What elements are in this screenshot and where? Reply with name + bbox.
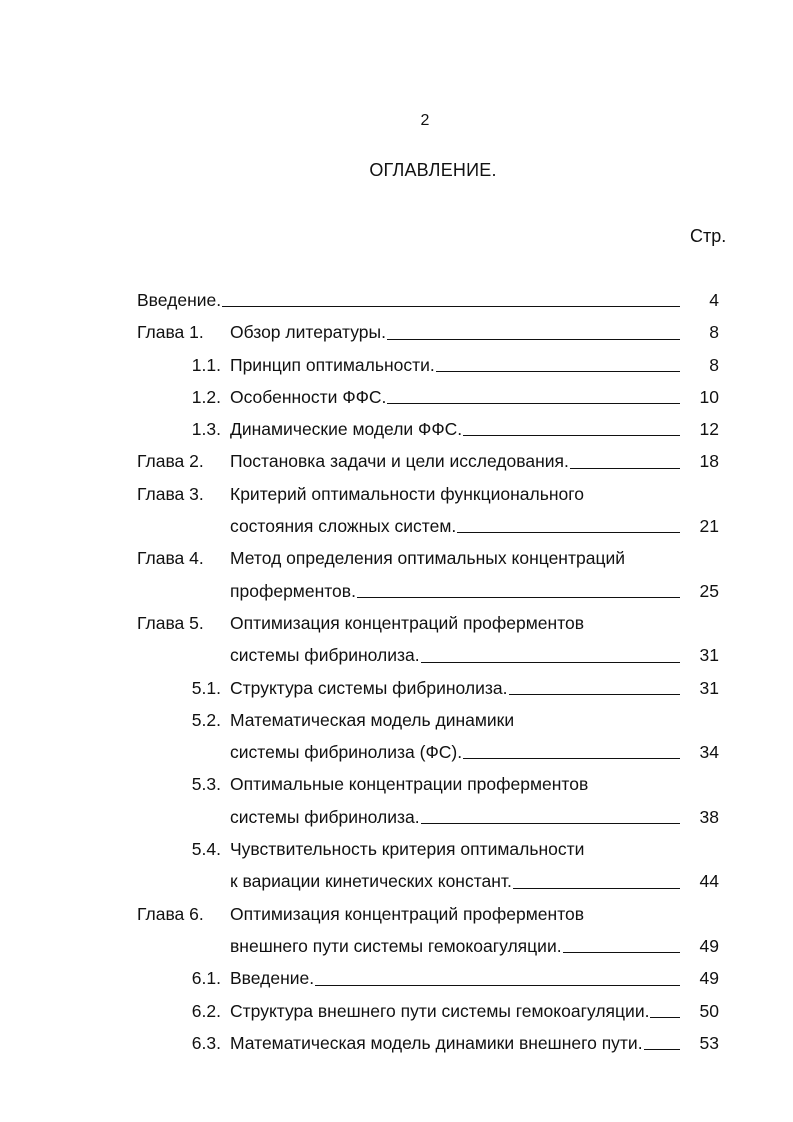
toc-row: [0, 672, 793, 704]
toc-page-number: 38: [699, 806, 719, 827]
toc-entry-text: к вариации кинетических констант.: [230, 871, 512, 892]
toc-row: [0, 865, 793, 897]
toc-entry-text: Структура системы фибринолиза.: [230, 677, 508, 698]
toc-row: [0, 1027, 793, 1059]
toc-label: 5.2.: [191, 709, 221, 730]
toc-row: [0, 284, 793, 316]
toc-label: Глава 3.: [137, 483, 204, 504]
toc-entry-text: Метод определения оптимальных концентраций: [230, 548, 626, 569]
page-number: 2: [420, 112, 430, 129]
toc-row: [0, 575, 793, 607]
toc-row: [0, 510, 793, 542]
toc-page-number: 31: [699, 677, 719, 698]
page-column-label: Стр.: [690, 226, 727, 246]
toc-entry-text: Введение.: [230, 968, 315, 989]
toc-label: Глава 5.: [137, 612, 204, 633]
toc-page-number: 34: [699, 742, 719, 763]
toc-label: 5.4.: [191, 839, 221, 860]
toc-label: 5.1.: [191, 677, 221, 698]
toc-leader-line: [570, 468, 680, 469]
toc-row: [0, 542, 793, 574]
toc-entry-text: Чувствительность критерия оптимальности: [230, 839, 585, 860]
toc-entry-text: Введение.: [137, 290, 222, 310]
toc-label: 1.1.: [191, 354, 221, 375]
toc-entry-text: Критерий оптимальности функционального: [230, 483, 584, 504]
toc-leader-line: [463, 435, 680, 436]
toc-page-number: 10: [699, 386, 719, 407]
toc-page-number: 8: [709, 322, 719, 343]
toc-entry-text: Обзор литературы.: [230, 322, 386, 343]
toc-entry-text: Принцип оптимальности.: [230, 354, 435, 375]
toc-page-number: 31: [699, 645, 719, 666]
toc-entry-text: внешнего пути системы гемокоагуляции.: [230, 935, 562, 956]
toc-leader-line: [513, 888, 680, 889]
toc-label: 1.2.: [191, 386, 221, 407]
toc-page-number: 12: [699, 419, 719, 440]
toc-leader-line: [421, 823, 680, 824]
toc-row: [0, 768, 793, 800]
toc-label: Глава 1.: [137, 322, 204, 343]
toc-row: [0, 639, 793, 671]
toc-leader-line: [457, 532, 680, 533]
toc-leader-line: [315, 985, 680, 986]
toc-row: [0, 898, 793, 930]
toc-leader-line: [509, 694, 680, 695]
toc-page-number: 44: [699, 871, 719, 892]
toc-entry-text: Оптимизация концентраций проферментов: [230, 612, 585, 633]
toc-page-number: 49: [699, 935, 719, 956]
toc-row: [0, 381, 793, 413]
toc-entry-text: состояния сложных систем.: [230, 516, 457, 537]
toc-row: [0, 445, 793, 477]
toc-leader-line: [421, 662, 680, 663]
table-of-contents: [0, 284, 793, 1059]
toc-entry-text: Структура внешнего пути системы гемокоагуляции.: [230, 1000, 650, 1021]
toc-row: [0, 930, 793, 962]
toc-entry-text: Постановка задачи и цели исследования.: [230, 451, 569, 472]
toc-leader-line: [436, 371, 680, 372]
toc-leader-line: [357, 597, 680, 598]
toc-leader-line: [387, 339, 680, 340]
toc-label: 1.3.: [191, 419, 221, 440]
toc-leader-line: [222, 306, 680, 307]
toc-row: [0, 704, 793, 736]
toc-leader-line: [644, 1049, 680, 1050]
toc-page-number: 18: [699, 451, 719, 472]
toc-label: 6.2.: [191, 1000, 221, 1021]
toc-page-number: 50: [699, 1000, 719, 1021]
page-title: ОГЛАВЛЕНИЕ.: [369, 160, 497, 180]
toc-page-number: 21: [699, 516, 719, 537]
toc-label: 5.3.: [191, 774, 221, 795]
toc-leader-line: [563, 952, 680, 953]
toc-leader-line: [387, 403, 680, 404]
toc-entry-text: системы фибринолиза.: [230, 645, 420, 666]
toc-page-number: 53: [699, 1032, 719, 1053]
toc-row: [0, 607, 793, 639]
toc-leader-line: [650, 1017, 680, 1018]
toc-row: [0, 801, 793, 833]
toc-row: [0, 316, 793, 348]
toc-label: Глава 4.: [137, 548, 204, 569]
toc-row: [0, 349, 793, 381]
toc-label: Глава 2.: [137, 451, 204, 472]
toc-row: [0, 736, 793, 768]
toc-row: [0, 478, 793, 510]
toc-entry-text: Математическая модель динамики: [230, 709, 515, 730]
toc-entry-text: Особенности ФФС.: [230, 386, 387, 407]
toc-entry-text: системы фибринолиза (ФС).: [230, 742, 463, 763]
toc-label: Глава 6.: [137, 903, 204, 924]
toc-row: [0, 413, 793, 445]
toc-page-number: 25: [699, 580, 719, 601]
toc-page-number: 49: [699, 968, 719, 989]
toc-row: [0, 962, 793, 994]
toc-page-number: 4: [709, 290, 719, 310]
toc-row: [0, 833, 793, 865]
toc-entry-text: Оптимизация концентраций проферментов: [230, 903, 585, 924]
toc-entry-text: Динамические модели ФФС.: [230, 419, 463, 440]
toc-row: [0, 995, 793, 1027]
toc-entry-text: проферментов.: [230, 580, 356, 601]
toc-label: 6.3.: [191, 1032, 221, 1053]
toc-entry-text: Оптимальные концентрации проферментов: [230, 774, 589, 795]
toc-page-number: 8: [709, 354, 719, 375]
toc-leader-line: [463, 758, 680, 759]
toc-entry-text: Математическая модель динамики внешнего пути.: [230, 1032, 643, 1053]
toc-entry-text: системы фибринолиза.: [230, 806, 420, 827]
toc-label: 6.1.: [191, 968, 221, 989]
